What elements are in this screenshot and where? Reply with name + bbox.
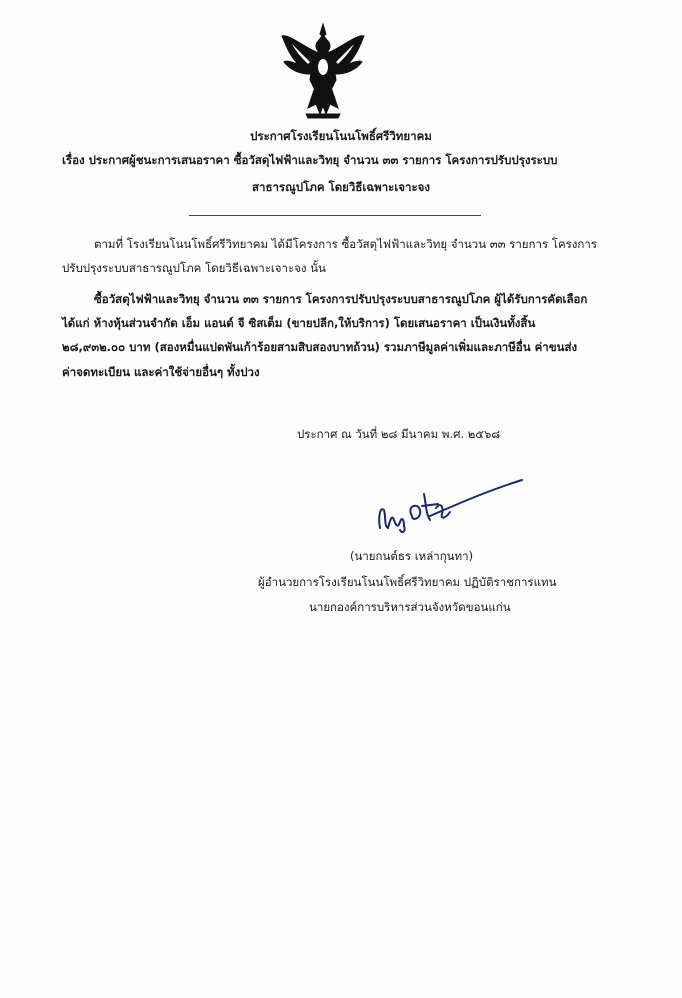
paragraph-2-line-2: ได้แก่ ห้างหุ้นส่วนจำกัด เอ็ม แอนด์ จี ซิสเต็ม (ขายปลีก,ให้บริการ) โดยเสนอราคา เป็นเงินทั้งสิ้น [62,316,536,330]
subject-line-2: สาธารณูปโภค โดยวิธีเฉพาะเจาะจง [251,180,431,194]
signatory-name: (นายกนต์ธร เหล่ากุนทา) [350,549,474,563]
subject-line-1: เรื่อง ประกาศผู้ชนะการเสนอราคา ซื้อวัสดุไฟฟ้าและวิทยุ จำนวน ๓๓ รายการ โครงการปรับปรุงระบบ [62,153,558,167]
paragraph-2-line-1: ซื้อวัสดุไฟฟ้าและวิทยุ จำนวน ๓๓ รายการ โครงการปรับปรุงระบบสาธารณูปโภค ผู้ได้รับการคัดเลือก [94,292,588,306]
paragraph-2-line-4: ค่าจดทะเบียน และค่าใช้จ่ายอื่นๆ ทั้งปวง [62,365,260,379]
signatory-position-2: นายกองค์การบริหารส่วนจังหวัดขอนแก่น [309,600,511,614]
paragraph-1-line-1: ตามที่ โรงเรียนโนนโพธิ์ศรีวิทยาคม ได้มีโครงการ ซื้อวัสดุไฟฟ้าและวิทยุ จำนวน ๓๓ รายการ โครงการ [94,237,598,251]
paragraph-2-line-3: ๒๘,๙๓๒.๐๐ บาท (สองหมื่นแปดพันเก้าร้อยสามสิบสองบาทถ้วน) รวมภาษีมูลค่าเพิ่มและภาษีอื่น ค่าขนส่ง [62,340,578,354]
signature-image [372,476,532,536]
paragraph-1-line-2: ปรับปรุงระบบสาธารณูปโภค โดยวิธีเฉพาะเจาะจง นั้น [62,261,326,275]
title-divider [189,215,481,216]
garuda-emblem-icon [278,22,368,120]
announcement-title: ประกาศโรงเรียนโนนโพธิ์ศรีวิทยาคม [250,129,432,143]
signatory-position-1: ผู้อำนวยการโรงเรียนโนนโพธิ์ศรีวิทยาคม ปฏิบัติราชการแทน [258,575,557,589]
announcement-date: ประกาศ ณ วันที่ ๒๘ มีนาคม พ.ศ. ๒๕๖๘ [297,427,501,441]
